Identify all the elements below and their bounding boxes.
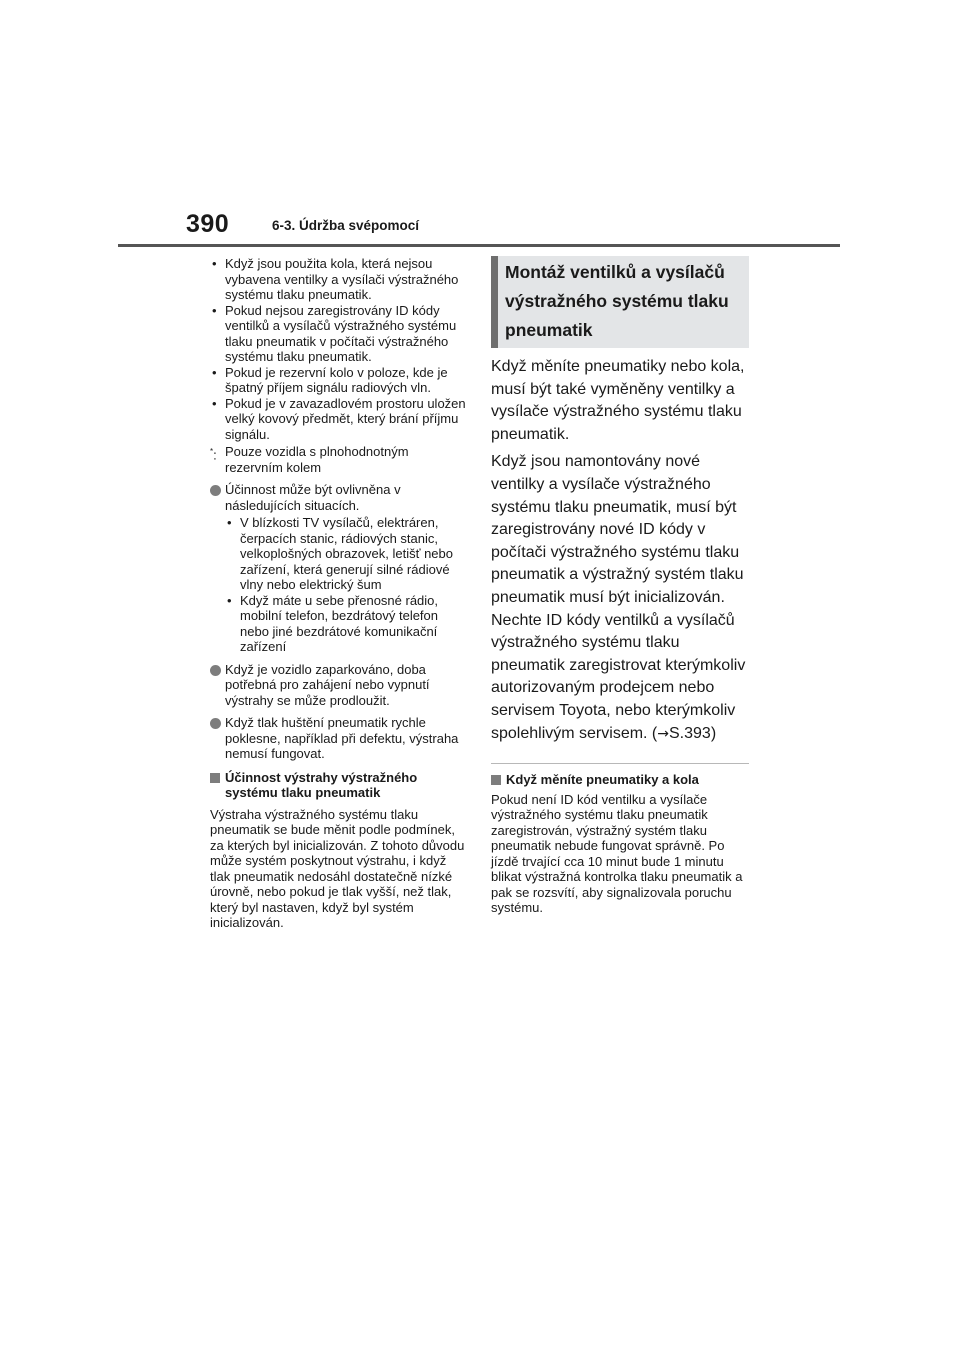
square-bullet-icon bbox=[491, 775, 501, 785]
list-item: • Když jsou použita kola, která nejsou vybavena ventilky a vysílači výstražného systému tlaku pneumatik. bbox=[210, 256, 466, 303]
warning-effectiveness-text: Výstraha výstražného systému tlaku pneumatik se bude měnit podle podmínek, za kterých byl inicializován. Z tohoto důvodu může systém poskytnout výstrahu, i když tlak pneumatik nedosáhl dostatečně nízké úrovně, nebo pokud je tlak vyšší, než tlak, který byl nastaven, když byl systém inicializován. bbox=[210, 806, 465, 930]
signal-bullet-list bbox=[210, 256, 466, 442]
note-text: Účinnost může být ovlivněna v následujících situacích. bbox=[225, 482, 401, 513]
interference-bullet-list bbox=[225, 515, 466, 655]
heading-text: Když měníte pneumatiky a kola bbox=[506, 772, 699, 788]
intro-text bbox=[491, 356, 749, 745]
page-reference-link[interactable]: S.393 bbox=[669, 724, 711, 742]
list-item: • Když máte u sebe přenosné rádio, mobilní telefon, bezdrátový telefon nebo jiné bezdrátové komunikační zařízení bbox=[225, 593, 466, 655]
section-heading-box: Montáž ventilků a vysílačů výstražného systému tlaku pneumatik bbox=[491, 256, 749, 348]
list-item: • Pokud je v zavazadlovém prostoru uložen velký kovový předmět, který brání příjmu signálu. bbox=[210, 396, 466, 443]
circle-bullet-icon bbox=[210, 665, 221, 676]
section-title: 6-3. Údržba svépomocí bbox=[272, 218, 420, 233]
header-rule bbox=[118, 244, 840, 247]
rapid-loss-note bbox=[210, 715, 466, 762]
square-bullet-icon bbox=[210, 773, 220, 783]
intro-paragraph bbox=[491, 451, 749, 745]
note-text: Když tlak huštění pneumatik rychle poklesne, například při defektu, výstraha nemusí fungovat. bbox=[225, 715, 459, 761]
effectiveness-note bbox=[210, 482, 466, 655]
reference-arrow-icon: → bbox=[657, 725, 669, 742]
footnote-mark bbox=[210, 444, 217, 463]
list-item: • Pokud je rezervní kolo v poloze, kde je špatný příjem signálu radiových vln. bbox=[210, 365, 466, 396]
list-item: • V blízkosti TV vysílačů, elektráren, čerpacích stanic, rádiových stanic, velkoplošných obrazovek, letišť nebo zařízení, která generují silné rádiové vlny nebo elektrický šum bbox=[225, 515, 466, 593]
intro-paragraph: Když měníte pneumatiky nebo kola, musí být také vyměněny ventilky a vysílače výstražného systému tlaku pneumatik. bbox=[491, 358, 745, 443]
footnote-asterisk: * bbox=[210, 447, 214, 456]
intro-paragraph-text: Když jsou namontovány nové ventilky a vysílače výstražného systému tlaku pneumatik, musí být zaregistrovány nové ID kódy v počítači výstražného systému tlaku pneumatik a výstražný systém tlaku pneumatik musí být inicializován. Nechte ID kódy ventilků a vysílačů výstražného systému tlaku pneumatik zaregistrovat kterýmkoliv autorizovaným prodejcem nebo servisem Toyota, nebo kterýmkoliv spolehlivým servisem. ( bbox=[491, 453, 746, 742]
footnote-colon: : bbox=[213, 447, 217, 463]
warning-effectiveness-heading bbox=[210, 770, 466, 801]
circle-bullet-icon bbox=[210, 485, 221, 496]
note-text: Když je vozidlo zaparkováno, doba potřebná pro zahájení nebo vypnutí výstrahy se může prodloužit. bbox=[225, 661, 430, 708]
footnote bbox=[210, 444, 466, 475]
page-number: 390 bbox=[186, 210, 230, 238]
divider bbox=[491, 763, 749, 764]
changing-tires-text: Pokud není ID kód ventilku a vysílače výstražného systému tlaku pneumatik zaregistrován, výstražný systém tlaku pneumatik nebude fungovat správně. Po jízdě trvající cca 10 minut bude 1 minutu blikat výstražná kontrolka tlaku pneumatik a pak se rozsvítí, aby signalizovala poruchu systému. bbox=[491, 791, 743, 916]
list-item: • Pokud nejsou zaregistrovány ID kódy ventilků a vysílačů výstražného systému tlaku pneumatik v počítači výstražného systému tlaku pneumatik. bbox=[210, 303, 466, 365]
right-column bbox=[491, 256, 749, 916]
circle-bullet-icon bbox=[210, 718, 221, 729]
footnote-text: Pouze vozidla s plnohodnotným rezervním kolem bbox=[225, 444, 409, 475]
reference-close: ) bbox=[710, 724, 717, 742]
heading-text: Účinnost výstrahy výstražného systému tlaku pneumatik bbox=[225, 769, 418, 800]
changing-tires-heading bbox=[491, 772, 749, 788]
left-column bbox=[210, 256, 466, 931]
parked-note bbox=[210, 662, 466, 709]
